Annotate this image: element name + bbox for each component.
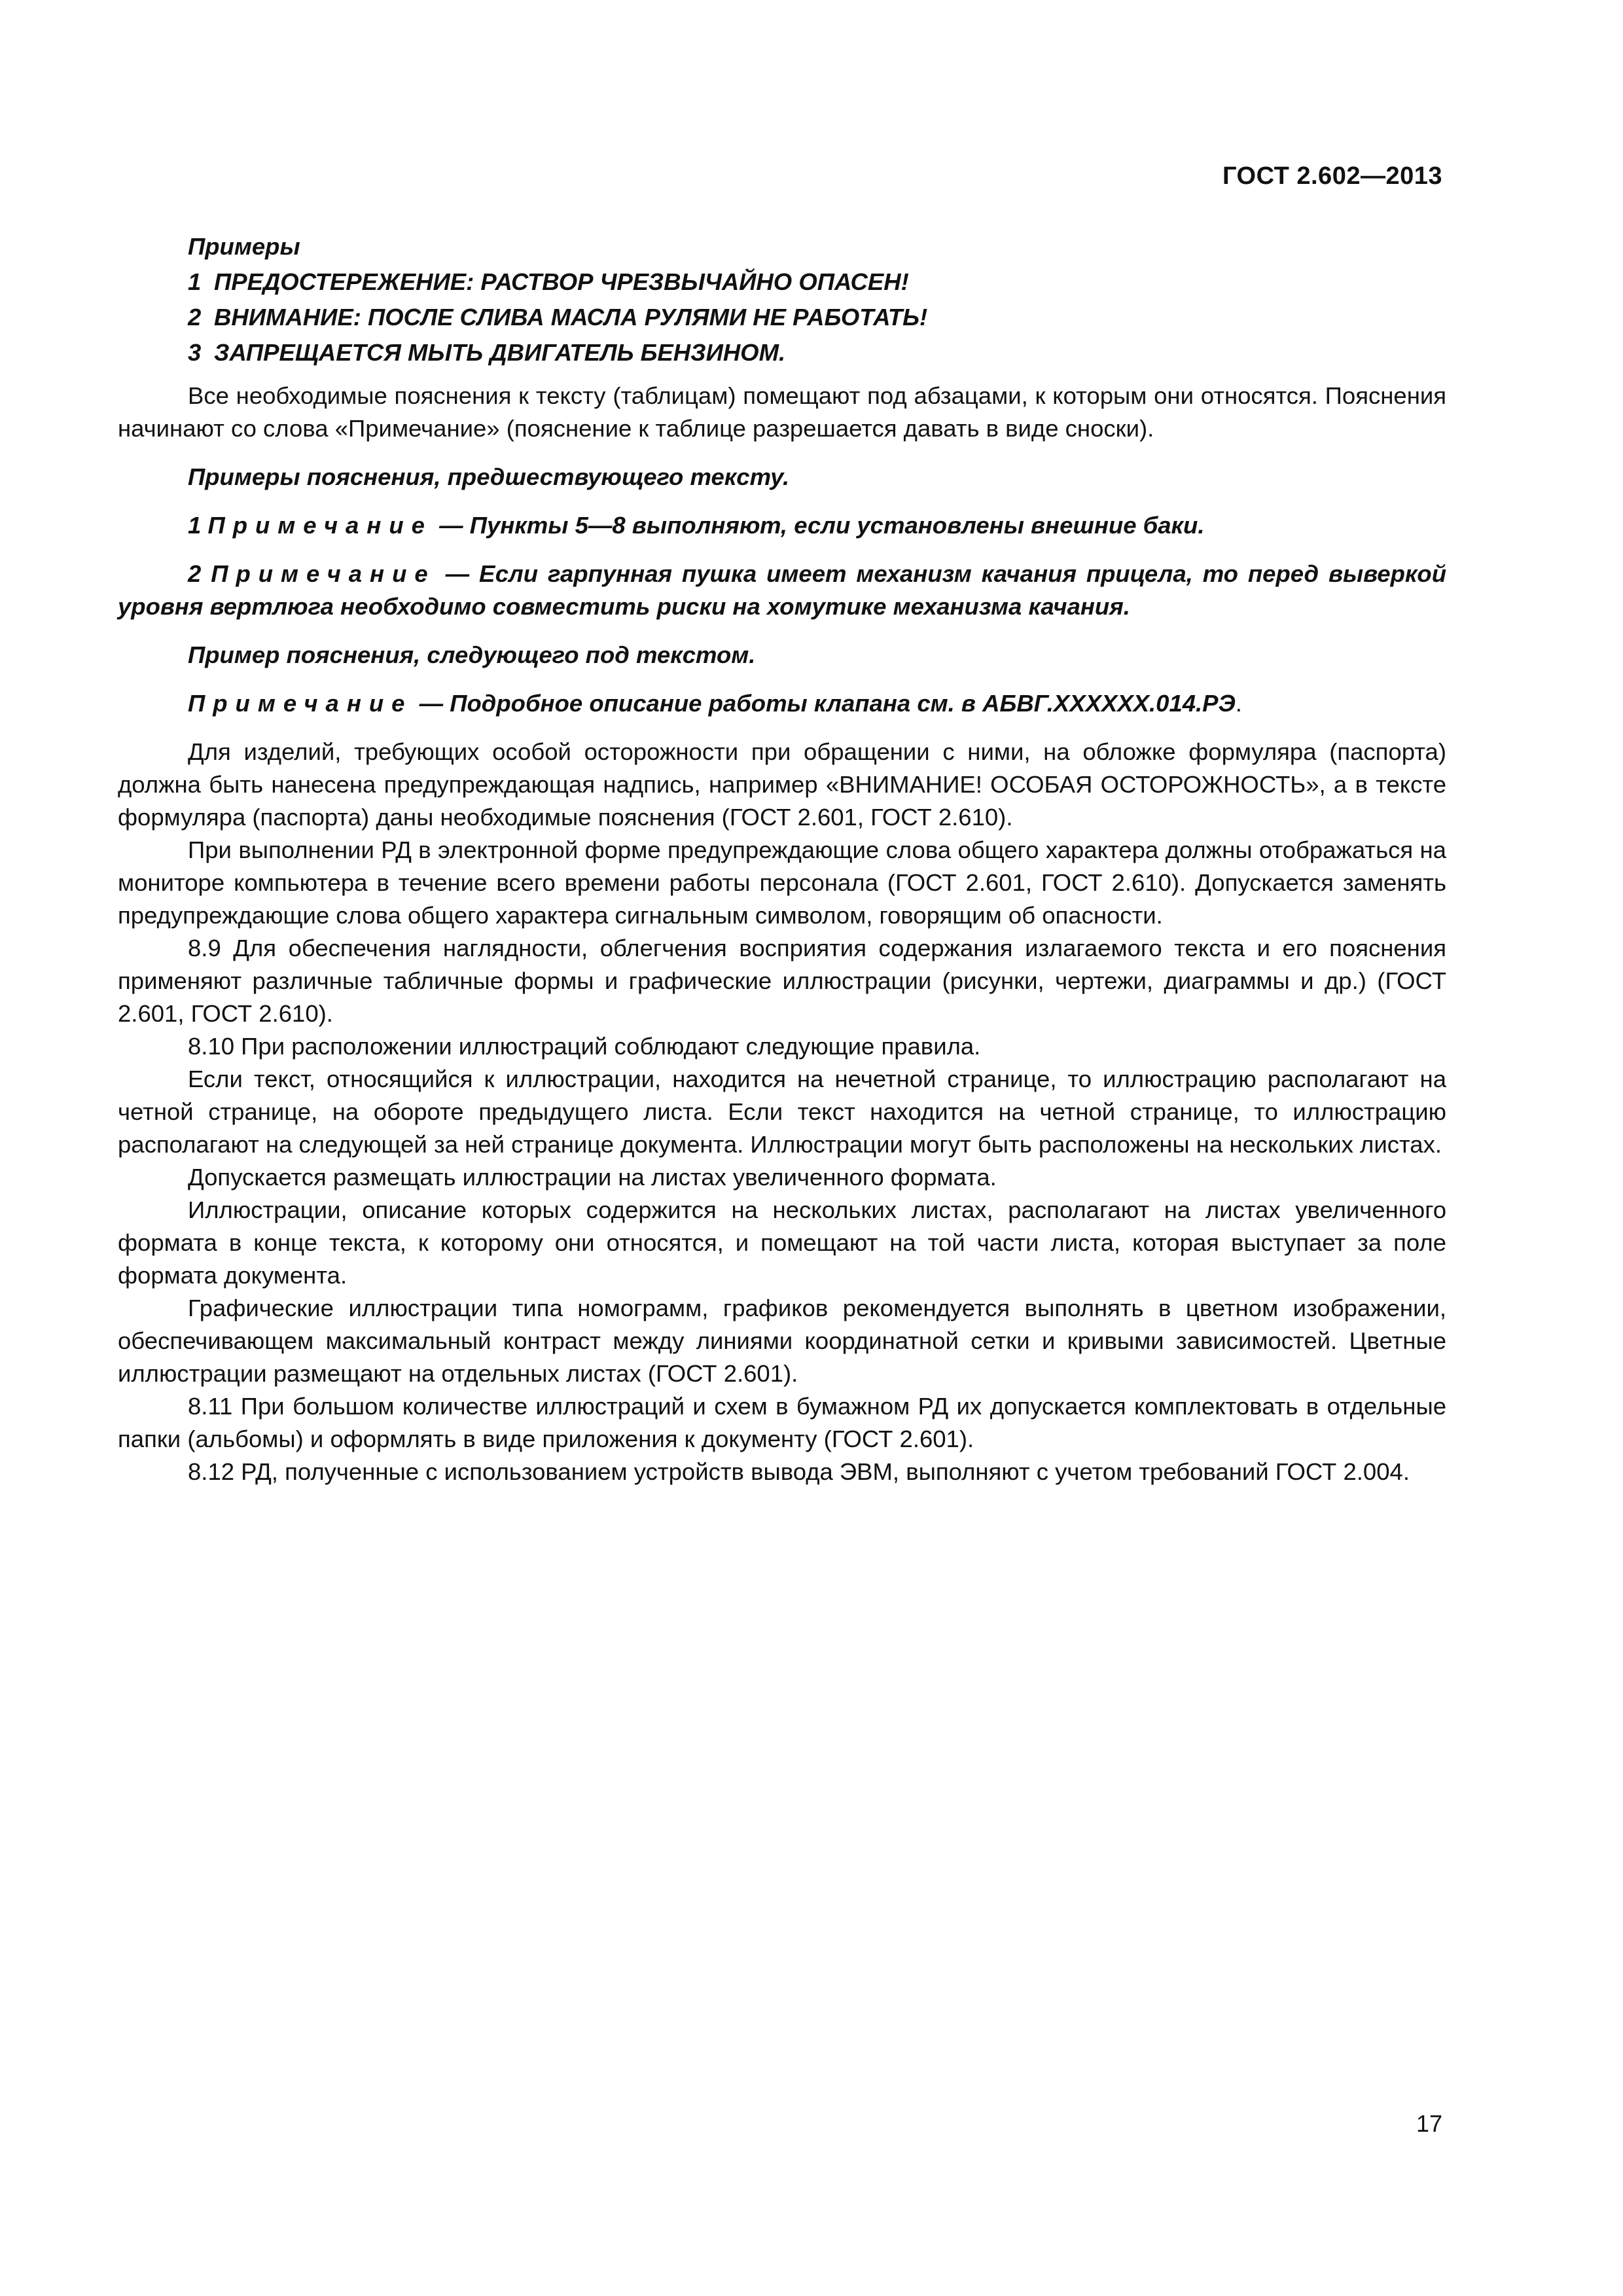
note-word: Примечание — [211, 560, 436, 587]
example-number: 1 — [188, 268, 202, 295]
paragraph-color-illustrations: Графические иллюстрации типа номограмм, графиков рекомендуется выполнять в цветном изображении, обеспечивающем максимальный контраст между линиями координатной сетки и кривыми зависимостей. Цветные иллюстрации размещают на отдельных листах (ГОСТ 2.601). — [118, 1295, 1446, 1387]
clause-8-11: 8.11 При большом количестве иллюстраций и схем в бумажном РД их допускается комплектовать в отдельные папки (альбомы) и оформлять в виде приложения к документу (ГОСТ 2.601). — [118, 1393, 1446, 1452]
following-example-title: Пример пояснения, следующего под текстом. — [188, 641, 756, 668]
preceding-examples-title: Примеры пояснения, предшествующего тексту. — [188, 463, 790, 490]
example-item — [118, 336, 1446, 369]
paragraph-warning-label: Для изделий, требующих особой осторожности при обращении с ними, на обложке формуляра (паспорта) должна быть нанесена предупреждающая надпись, например «ВНИМАНИЕ! ОСОБАЯ ОСТОРОЖНОСТЬ», а в тексте формуляра (паспорта) даны необходимые пояснения (ГОСТ 2.601, ГОСТ 2.610). — [118, 738, 1446, 831]
note-text: — Пункты 5—8 выполняют, если установлены внешние баки. — [432, 512, 1205, 539]
note-1 — [118, 509, 1446, 542]
example-number: 3 — [188, 339, 202, 366]
document-code: ГОСТ 2.602—2013 — [1222, 162, 1442, 190]
note-word: Примечание — [188, 690, 413, 717]
page-number: 17 — [1416, 2110, 1442, 2137]
paragraph-electronic-form: При выполнении РД в электронной форме предупреждающие слова общего характера должны отображаться на мониторе компьютера в течение всего времени работы персонала (ГОСТ 2.601, ГОСТ 2.610). Допускается заменять предупреждающие слова общего характера сигнальным символом, говорящим об опасности. — [118, 836, 1446, 929]
example-number: 2 — [188, 304, 202, 331]
example-text: ВНИМАНИЕ: ПОСЛЕ СЛИВА МАСЛА РУЛЯМИ НЕ РАБОТАТЬ! — [214, 304, 928, 331]
note-text: — Подробное описание работы клапана см. в АБВГ.XXXXXX.014.РЭ — [412, 690, 1236, 717]
example-text: ЗАПРЕЩАЕТСЯ МЫТЬ ДВИГАТЕЛЬ БЕНЗИНОМ. — [214, 339, 786, 366]
note-2 — [118, 558, 1446, 623]
page-body — [118, 230, 1446, 1488]
note-end: . — [1235, 690, 1242, 717]
clause-8-12: 8.12 РД, полученные с использованием устройств вывода ЭВМ, выполняют с учетом требований ГОСТ 2.004. — [188, 1458, 1410, 1485]
note-number: 2 — [188, 560, 211, 587]
example-text: ПРЕДОСТЕРЕЖЕНИЕ: РАСТВОР ЧРЕЗВЫЧАЙНО ОПАСЕН! — [214, 268, 909, 295]
example-item — [118, 266, 1446, 298]
note-word: Примечание — [207, 512, 433, 539]
note-3 — [118, 687, 1446, 720]
example-item — [118, 301, 1446, 334]
clause-8-9: 8.9 Для обеспечения наглядности, облегчения восприятия содержания излагаемого текста и его пояснения применяют различные табличные формы и графические иллюстрации (рисунки, чертежи, диаграммы и др.) (ГОСТ 2.601, ГОСТ 2.610). — [118, 935, 1446, 1027]
paragraph-large-format: Допускается размещать иллюстрации на листах увеличенного формата. — [188, 1164, 997, 1191]
paragraph-odd-even-pages: Если текст, относящийся к иллюстрации, находится на нечетной странице, то иллюстрацию располагают на четной странице, на обороте предыдущего листа. Если текст находится на четной странице, то иллюстрацию располагают на следующей за ней странице документа. Иллюстрации могут быть расположены на нескольких листах. — [118, 1066, 1446, 1158]
clause-8-10: 8.10 При расположении иллюстраций соблюдают следующие правила. — [188, 1033, 981, 1060]
paragraph-explanations: Все необходимые пояснения к тексту (таблицам) помещают под абзацами, к которым они относятся. Пояснения начинают со слова «Примечание» (пояснение к таблице разрешается давать в виде сноски). — [118, 382, 1446, 442]
examples-title: Примеры — [188, 233, 300, 260]
note-number: 1 — [188, 512, 208, 539]
note-text: — Если гарпунная пушка имеет механизм качания прицела, то перед выверкой уровня вертлюга необходимо совместить риски на хомутике механизма качания. — [118, 560, 1446, 620]
paragraph-multi-sheet: Иллюстрации, описание которых содержится на нескольких листах, располагают на листах увеличенного формата в конце текста, к которому они относятся, и помещают на той части листа, которая выступает за поле формата документа. — [118, 1196, 1446, 1289]
